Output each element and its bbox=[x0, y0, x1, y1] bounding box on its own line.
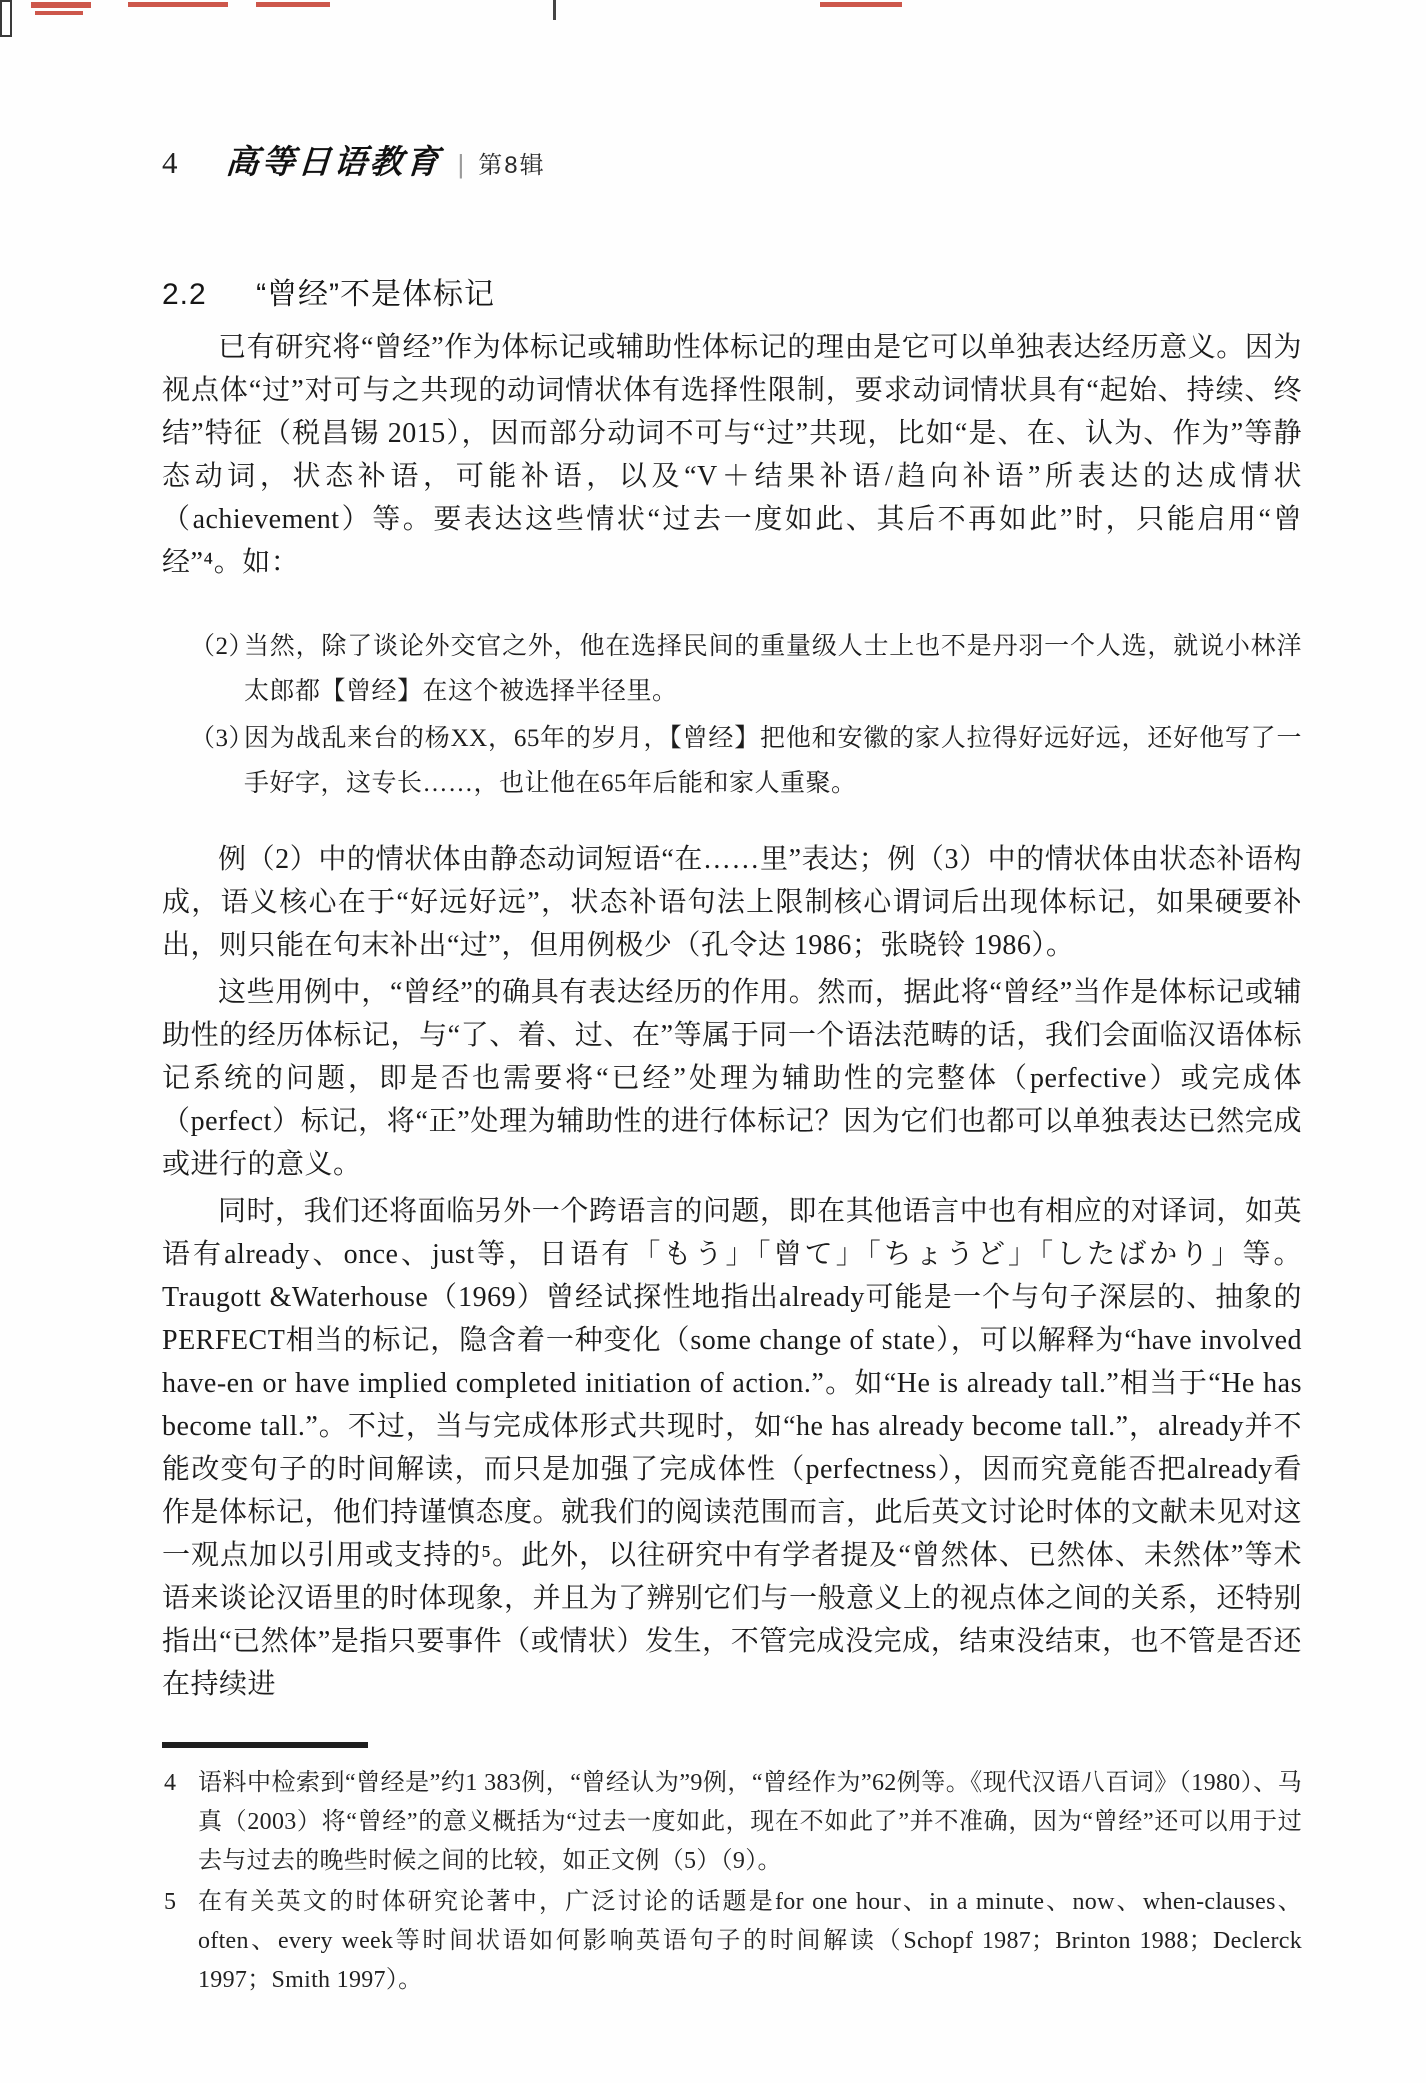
example-2-text: 当然，除了谈论外交官之外，他在选择民间的重量级人士上也不是丹羽一个人选，就说小林洋太郎都【曾经】在这个被选择半径里。 bbox=[244, 633, 1302, 705]
paragraph-3: 这些用例中，“曾经”的确具有表达经历的作用。然而，据此将“曾经”当作是体标记或辅助性的经历体标记，与“了、着、过、在”等属于同一个语法范畴的话，我们会面临汉语体标记系统的问题，即是否也需要将“已经”处理为辅助性的完整体（perfective）或完成体（perfect）标记，将“正”处理为辅助性的进行体标记？因为它们也都可以单独表达已然完成或进行的意义。 bbox=[162, 977, 1302, 1180]
example-2 bbox=[162, 624, 1302, 714]
footnote-4-text: 语料中检索到“曾经是”约1 383例，“曾经认为”9例，“曾经作为”62例等。《现代汉语八百词》（1980）、马真（2003）将“曾经”的意义概括为“过去一度如此，现在不如此了”并不准确，因为“曾经”还可以用于过去与过去的晚些时候之间的比较，如正文例（5）（9）。 bbox=[198, 1770, 1302, 1874]
footnote-4-number: 4 bbox=[164, 1770, 177, 1796]
footnote-5-number: 5 bbox=[164, 1889, 177, 1915]
header-divider: | bbox=[457, 149, 465, 179]
example-2-label: （2） bbox=[190, 633, 255, 660]
example-3-label: （3） bbox=[190, 725, 255, 752]
journal-title: 高等日语教育 bbox=[223, 145, 443, 181]
footnotes-section bbox=[162, 1742, 1302, 2000]
example-3 bbox=[162, 716, 1302, 806]
example-3-text: 因为战乱来台的杨XX，65年的岁月，【曾经】把他和安徽的家人拉得好远好远，还好他写了一手好字，这专长……，也让他在65年后能和家人重聚。 bbox=[244, 725, 1302, 797]
page-content bbox=[162, 0, 1302, 2000]
red-print-artifact bbox=[31, 2, 91, 8]
page-number: 4 bbox=[162, 145, 178, 180]
footnote-4 bbox=[162, 1764, 1302, 1881]
paragraph-4: 同时，我们还将面临另外一个跨语言的问题，即在其他语言中也有相应的对译词，如英语有already、once、just等，日语有「もう」「曾て」「ちょうど」「したばかり」等。Traugott &Waterhouse（1969）曾经试探性地指出already可能是一个与句子深层的、抽象的PERFECT相当的标记，隐含着一种变化（some change of state），可以解释为“have involved have-en or have implied completed initiation of action.”。如“He is already tall.”相当于“He has become tall.”。不过，当与完成体形式共现时，如“he has already become tall.”，already并不能改变句子的时间解读，而只是加强了完成体性（perfectness），因而究竟能否把already看作是体标记，他们持谨慎态度。就我们的阅读范围而言，此后英文讨论时体的文献未见对这一观点加以引用或支持的⁵。此外，以往研究中有学者提及“曾然体、已然体、未然体”等术语来谈论汉语里的时体现象，并且为了辨别它们与一般意义上的视点体之间的关系，还特别指出“已然体”是指只要事件（或情状）发生，不管完成没完成，结束没结束，也不管是否还在持续进 bbox=[162, 1196, 1303, 1700]
examples-block bbox=[162, 624, 1302, 806]
corner-registration-mark bbox=[0, 0, 12, 37]
section-title: “曾经”不是体标记 bbox=[256, 278, 496, 311]
section-number: 2.2 bbox=[162, 278, 207, 311]
paragraph-2: 例（2）中的情状体由静态动词短语“在……里”表达；例（3）中的情状体由状态补语构成，语义核心在于“好远好远”，状态补语句法上限制核心谓词后出现体标记，如果硬要补出，则只能在句末补出“过”，但用例极少（孔令达 1986；张晓铃 1986）。 bbox=[162, 844, 1302, 961]
red-print-artifact bbox=[35, 11, 83, 15]
page-header bbox=[162, 136, 1302, 180]
footnote-5 bbox=[162, 1883, 1302, 2000]
footnote-separator-rule bbox=[162, 1742, 368, 1748]
paragraph-1: 已有研究将“曾经”作为体标记或辅助性体标记的理由是它可以单独表达经历意义。因为视点体“过”对可与之共现的动词情状体有选择性限制，要求动词情状具有“起始、持续、终结”特征（税昌锡 2015），因而部分动词不可与“过”共现，比如“是、在、认为、作为”等静态动词，状态补语，可能补语，以及“V＋结果补语/趋向补语”所表达的达成情状（achievement）等。要表达这些情状“过去一度如此、其后不再如此”时，只能启用“曾经”⁴。如： bbox=[162, 332, 1302, 578]
issue-label: 第8辑 bbox=[478, 152, 546, 179]
section-heading bbox=[162, 278, 1302, 312]
footnote-5-text: 在有关英文的时体研究论著中，广泛讨论的话题是for one hour、in a minute、now、when-clauses、often、every week等时间状语如何影响英语句子的时间解读（Schopf 1987；Brinton 1988；Declerck 1997；Smith 1997）。 bbox=[198, 1889, 1302, 1993]
